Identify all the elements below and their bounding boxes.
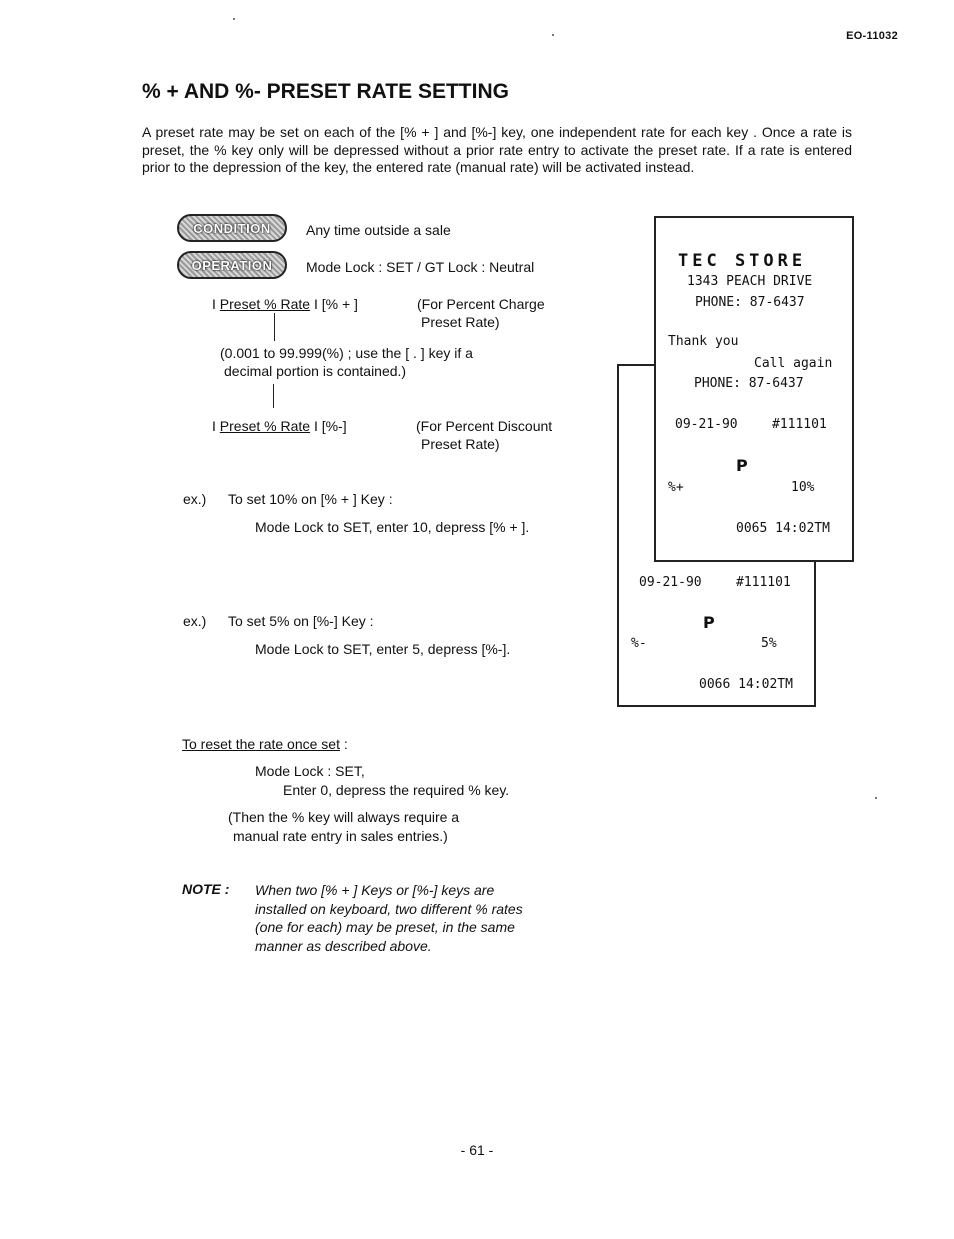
flow-connector-2: [273, 384, 274, 408]
page-title: % + AND %- PRESET RATE SETTING: [142, 80, 509, 103]
operation-text: Mode Lock : SET / GT Lock : Neutral: [306, 259, 535, 275]
preset-rate-label: Preset % Rate: [219, 296, 311, 312]
percent-discount-note-2: Preset Rate): [421, 436, 500, 452]
receipt-front: [654, 216, 854, 562]
note-line: When two [% + ] Keys or [%-] keys are: [255, 882, 495, 898]
key-minus-label: I [%-]: [313, 418, 347, 434]
reset-heading: [182, 735, 348, 753]
reset-instruction: Enter 0, depress the required % key.: [283, 782, 510, 798]
scan-speck: [875, 797, 877, 799]
receipt-mark: P: [736, 456, 748, 475]
receipt-number: #111101: [772, 417, 827, 432]
receipt-back-footer: 0066 14:02TM: [699, 677, 793, 692]
receipt-address: 1343 PEACH DRIVE: [687, 274, 813, 289]
reset-note-2: manual rate entry in sales entries.): [233, 828, 448, 844]
receipt-back-key: %-: [631, 636, 647, 651]
example-label-2: ex.): [183, 613, 207, 629]
receipt-phone: PHONE: 87-6437: [695, 295, 805, 310]
receipt-back-rate: 5%: [761, 636, 777, 651]
receipt-footer: 0065 14:02TM: [736, 521, 830, 536]
reset-mode-lock: Mode Lock : SET,: [255, 763, 365, 779]
condition-badge: [177, 214, 287, 242]
receipt-date: 09-21-90: [675, 417, 738, 432]
scan-speck: [233, 18, 235, 20]
percent-charge-note: (For Percent Charge: [417, 296, 545, 312]
example-title: To set 10% on [% + ] Key :: [228, 491, 393, 507]
percent-discount-note: (For Percent Discount: [416, 418, 553, 434]
receipt-store-name: TEC STORE: [678, 251, 807, 271]
range-note: (0.001 to 99.999(%) ; use the [ . ] key if a: [220, 345, 473, 361]
receipt-thanks: Thank you: [668, 334, 739, 349]
receipt-rate: 10%: [791, 480, 815, 495]
range-note-2: decimal portion is contained.): [224, 363, 407, 379]
page-number: - 61 -: [460, 1142, 494, 1158]
note-body: [255, 881, 523, 955]
condition-badge-label: CONDITION: [193, 220, 271, 236]
example-body-2: Mode Lock to SET, enter 5, depress [%-].: [255, 641, 511, 657]
operation-badge-label: OPERATION: [191, 257, 273, 273]
note-label: NOTE :: [182, 881, 230, 897]
percent-charge-note-2: Preset Rate): [421, 314, 500, 330]
example-title-2: To set 5% on [%-] Key :: [228, 613, 374, 629]
operation-badge: [177, 251, 287, 279]
reset-note: (Then the % key will always require a: [228, 809, 460, 825]
receipt-back-date: 09-21-90: [639, 575, 702, 590]
note-line: (one for each) may be preset, in the same: [255, 919, 515, 935]
reset-heading-text: To reset the rate once set: [182, 736, 340, 752]
document-id: EO-11032: [846, 30, 898, 42]
flow-step-plus: [212, 295, 358, 313]
bracket-left: I: [212, 296, 216, 312]
note-line: manner as described above.: [255, 937, 432, 954]
receipt-phone-2: PHONE: 87-6437: [694, 376, 804, 391]
condition-text: Any time outside a sale: [306, 222, 451, 238]
flow-connector: [274, 313, 275, 341]
note-line: installed on keyboard, two different % rates: [255, 900, 523, 917]
reset-heading-colon: :: [339, 736, 348, 752]
intro-paragraph: A preset rate may be set on each of the [% + ] and [%-] key, one independent rate for each key . Once a rate is preset, the % key only will be depressed without a prior rate entry to activate the preset rate. If a rate is entered prior to the depression of the key, the entered rate (manual rate) will be activated instead.: [142, 124, 852, 175]
receipt-back-mark: P: [703, 613, 715, 632]
receipt-key: %+: [668, 480, 684, 495]
flow-step-minus: [212, 417, 347, 435]
example-body: Mode Lock to SET, enter 10, depress [% + ].: [255, 519, 530, 535]
bracket-left-2: I: [212, 418, 216, 434]
receipt-call-again: Call again: [754, 356, 833, 371]
example-label: ex.): [183, 491, 207, 507]
key-plus-label: I [% + ]: [313, 296, 358, 312]
preset-rate-label-2: Preset % Rate: [219, 418, 311, 434]
receipt-back-number: #111101: [736, 575, 791, 590]
scan-speck: [552, 34, 554, 36]
